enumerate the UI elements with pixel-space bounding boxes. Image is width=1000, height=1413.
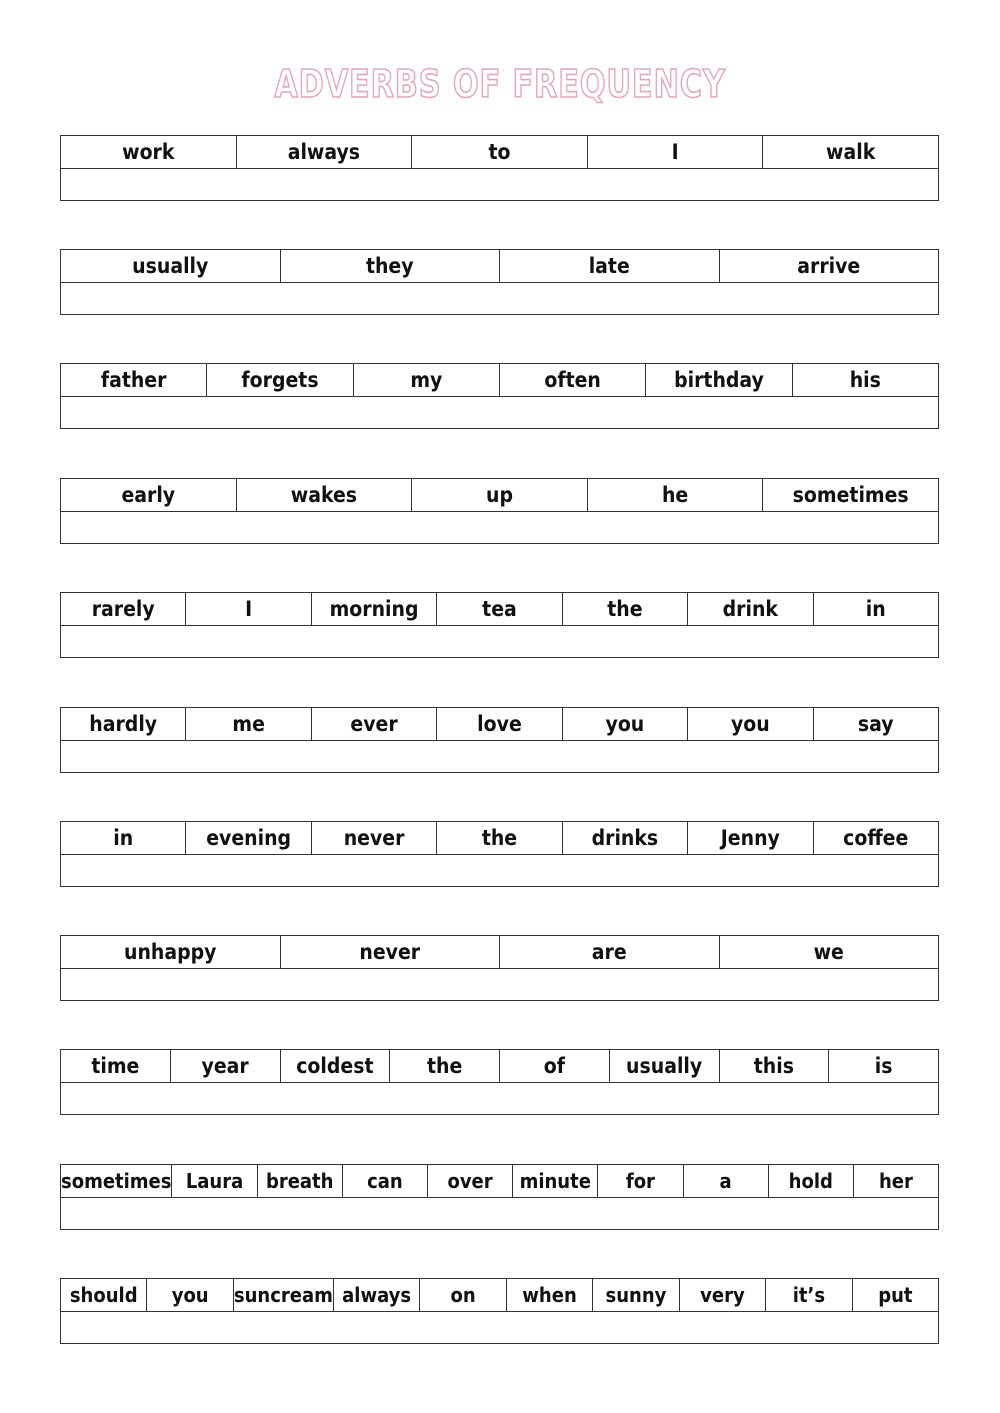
word-tile: I	[588, 136, 764, 168]
word-tile: over	[428, 1165, 513, 1197]
word-tile: year	[171, 1050, 281, 1082]
answer-input[interactable]	[61, 169, 938, 200]
word-tile: arrive	[797, 254, 861, 278]
word-tile: his	[849, 368, 881, 392]
exercise-2	[60, 249, 939, 315]
word-tile: we	[813, 940, 844, 964]
exercise-4	[60, 478, 939, 544]
word-tile: unhappy	[61, 936, 281, 968]
word-bank	[61, 593, 938, 626]
word-tile: time	[61, 1050, 171, 1082]
word-tile: work	[61, 136, 237, 168]
word-tile: evening	[186, 822, 311, 854]
word-bank	[61, 822, 938, 855]
exercise-11	[60, 1278, 939, 1344]
word-tile: suncream	[234, 1279, 334, 1311]
word-tile: tea	[437, 593, 562, 625]
word-tile: breath	[258, 1165, 343, 1197]
word-bank	[61, 364, 938, 397]
word-tile: sunny	[593, 1279, 679, 1311]
word-tile: the	[390, 1050, 500, 1082]
word-bank	[61, 936, 938, 969]
answer-input[interactable]	[61, 397, 938, 428]
word-tile: they	[281, 250, 501, 282]
word-bank	[61, 479, 938, 512]
word-tile: the	[563, 593, 688, 625]
word-tile: he	[588, 479, 764, 511]
word-tile: always	[237, 136, 413, 168]
word-tile: father	[61, 364, 207, 396]
word-tile: in	[865, 597, 886, 621]
word-tile: in	[61, 822, 186, 854]
exercise-9	[60, 1049, 939, 1115]
word-tile: I	[186, 593, 311, 625]
exercise-6	[60, 707, 939, 773]
word-tile: coldest	[281, 1050, 391, 1082]
word-tile: sometimes	[61, 1165, 172, 1197]
exercise-7	[60, 821, 939, 887]
word-tile: you	[563, 708, 688, 740]
page-title: ADVERBS OF FREQUENCY	[274, 62, 726, 106]
word-tile: sometimes	[792, 483, 909, 507]
answer-input[interactable]	[61, 1083, 938, 1114]
word-tile: rarely	[61, 593, 186, 625]
word-tile: forgets	[207, 364, 353, 396]
word-tile: ever	[312, 708, 437, 740]
word-tile: often	[500, 364, 646, 396]
answer-input[interactable]	[61, 969, 938, 1000]
word-bank	[61, 708, 938, 741]
word-bank	[61, 1050, 938, 1083]
word-tile: you	[688, 708, 813, 740]
exercise-5	[60, 592, 939, 658]
word-tile: morning	[312, 593, 437, 625]
word-tile: on	[420, 1279, 506, 1311]
word-tile: walk	[826, 140, 876, 164]
word-tile: minute	[513, 1165, 598, 1197]
word-tile: to	[412, 136, 588, 168]
word-tile: drinks	[563, 822, 688, 854]
word-bank	[61, 1165, 938, 1198]
word-tile: for	[598, 1165, 683, 1197]
word-tile: the	[437, 822, 562, 854]
word-tile: my	[354, 364, 500, 396]
answer-input[interactable]	[61, 855, 938, 886]
word-tile: never	[312, 822, 437, 854]
word-tile: usually	[610, 1050, 720, 1082]
word-tile: up	[412, 479, 588, 511]
answer-input[interactable]	[61, 626, 938, 657]
word-tile: birthday	[646, 364, 792, 396]
word-tile: hold	[769, 1165, 854, 1197]
word-tile: a	[684, 1165, 769, 1197]
exercise-3	[60, 363, 939, 429]
word-tile: drink	[688, 593, 813, 625]
word-tile: always	[334, 1279, 420, 1311]
exercise-8	[60, 935, 939, 1001]
word-tile: are	[500, 936, 720, 968]
word-bank	[61, 1279, 938, 1312]
word-tile: usually	[61, 250, 281, 282]
word-tile: love	[437, 708, 562, 740]
answer-input[interactable]	[61, 1198, 938, 1229]
answer-input[interactable]	[61, 1312, 938, 1343]
word-tile: late	[500, 250, 720, 282]
exercise-1	[60, 135, 939, 201]
answer-input[interactable]	[61, 741, 938, 772]
word-tile: of	[500, 1050, 610, 1082]
word-tile: Laura	[172, 1165, 257, 1197]
word-tile: it’s	[766, 1279, 852, 1311]
word-tile: should	[61, 1279, 147, 1311]
word-bank	[61, 136, 938, 169]
word-tile: can	[343, 1165, 428, 1197]
word-tile: coffee	[843, 826, 909, 850]
word-tile: wakes	[237, 479, 413, 511]
word-tile: you	[147, 1279, 233, 1311]
answer-input[interactable]	[61, 283, 938, 314]
answer-input[interactable]	[61, 512, 938, 543]
word-tile: never	[281, 936, 501, 968]
word-tile: very	[680, 1279, 766, 1311]
word-tile: is	[874, 1054, 893, 1078]
word-tile: when	[507, 1279, 593, 1311]
word-tile: say	[857, 712, 894, 736]
exercise-10	[60, 1164, 939, 1230]
word-tile: this	[720, 1050, 830, 1082]
word-bank	[61, 250, 938, 283]
word-tile: early	[61, 479, 237, 511]
word-tile: hardly	[61, 708, 186, 740]
word-tile: me	[186, 708, 311, 740]
word-tile: put	[878, 1283, 913, 1307]
word-tile: Jenny	[688, 822, 813, 854]
word-tile: her	[878, 1169, 913, 1193]
